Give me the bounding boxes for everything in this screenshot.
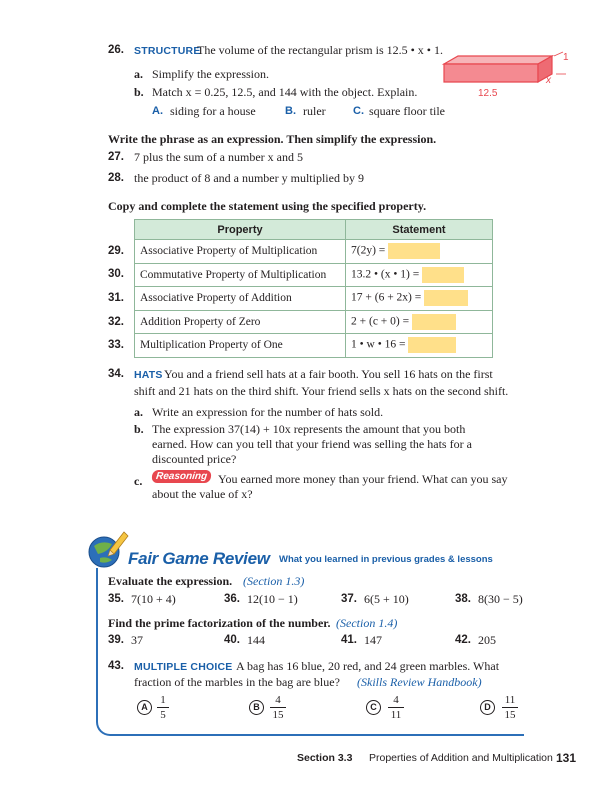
fair-game-title: Fair Game Review xyxy=(128,549,270,568)
statement-cell xyxy=(346,263,493,287)
part-label: b. xyxy=(134,85,144,99)
keyword-label: HATS xyxy=(134,369,163,381)
question-number: 26. xyxy=(108,44,124,56)
choice-b-button[interactable]: B xyxy=(249,700,264,715)
question-text: 37 xyxy=(131,633,143,647)
option-text: siding for a house xyxy=(170,104,256,118)
question-text: 147 xyxy=(364,633,382,647)
option-letter: C. xyxy=(353,105,364,117)
option-letter: A. xyxy=(152,105,163,117)
choice-d-fraction xyxy=(502,694,518,721)
property-table xyxy=(134,219,493,358)
answer-box[interactable] xyxy=(388,243,440,259)
answer-box[interactable] xyxy=(408,337,456,353)
footer-title: Properties of Addition and Multiplication xyxy=(369,752,553,764)
question-text: fraction of the marbles in the bag are blue? xyxy=(134,675,340,689)
question-text: 205 xyxy=(478,633,496,647)
keyword-label: STRUCTURE xyxy=(134,45,201,57)
choice-c-button[interactable]: C xyxy=(366,700,381,715)
answer-box[interactable] xyxy=(412,314,456,330)
choice-a-fraction xyxy=(157,694,169,721)
denominator: 5 xyxy=(160,709,166,721)
question-number: 34. xyxy=(108,368,124,380)
question-number: 31. xyxy=(108,292,124,304)
denominator: 15 xyxy=(272,709,284,721)
option-text: square floor tile xyxy=(369,104,445,118)
denominator: 15 xyxy=(504,709,516,721)
question-number: 41. xyxy=(341,634,357,646)
section-heading: Find the prime factorization of the number. xyxy=(108,616,331,630)
section-reference: (Skills Review Handbook) xyxy=(357,675,482,689)
property-cell: Addition Property of Zero xyxy=(135,310,346,334)
question-text: You and a friend sell hats at a fair booth. You sell 16 hats on the first xyxy=(164,367,493,381)
fraction-bar xyxy=(270,707,286,708)
table-header: Statement xyxy=(346,220,493,240)
question-text: 8(30 − 5) xyxy=(478,592,523,606)
keyword-label: MULTIPLE CHOICE xyxy=(134,661,233,673)
question-text: The volume of the rectangular prism is 12.5 • x • 1. xyxy=(197,43,444,57)
section-heading: Evaluate the expression. xyxy=(108,574,233,588)
fraction-bar xyxy=(388,707,404,708)
reasoning-badge: Reasoning xyxy=(151,470,211,483)
option-text: ruler xyxy=(303,104,326,118)
table-row xyxy=(135,287,493,311)
question-number: 29. xyxy=(108,245,124,257)
denominator: 11 xyxy=(390,709,402,721)
numerator: 11 xyxy=(504,694,516,706)
question-number: 35. xyxy=(108,593,124,605)
part-label: c. xyxy=(134,474,143,488)
answer-box[interactable] xyxy=(422,267,464,283)
question-text: 144 xyxy=(247,633,265,647)
fraction-bar xyxy=(502,707,518,708)
statement-text: 17 + (6 + 2x) = xyxy=(351,291,422,304)
table-row xyxy=(135,240,493,264)
fair-game-subtitle: What you learned in previous grades & lessons xyxy=(279,554,493,565)
question-number: 36. xyxy=(224,593,240,605)
question-text: 12(10 − 1) xyxy=(247,592,298,606)
question-number: 28. xyxy=(108,172,124,184)
property-cell: Commutative Property of Multiplication xyxy=(135,263,346,287)
question-number: 40. xyxy=(224,634,240,646)
part-text: The expression 37(14) + 10x represents the amount that you both xyxy=(152,422,466,436)
part-label: a. xyxy=(134,67,143,81)
section-heading: Write the phrase as an expression. Then simplify the expression. xyxy=(108,132,437,146)
page-number: 131 xyxy=(556,751,577,765)
numerator: 4 xyxy=(393,694,399,706)
statement-cell xyxy=(346,334,493,358)
part-text: earned. How can you tell that your friend was selling the hats for a xyxy=(152,437,472,451)
table-row xyxy=(135,334,493,358)
statement-cell xyxy=(346,310,493,334)
question-number: 27. xyxy=(108,151,124,163)
question-text: 7 plus the sum of a number x and 5 xyxy=(134,150,303,164)
prism-width-label: x xyxy=(546,75,551,86)
table-header: Property xyxy=(135,220,346,240)
choice-b-fraction xyxy=(270,694,286,721)
prism-length-label: 12.5 xyxy=(478,88,498,99)
section-reference: (Section 1.3) xyxy=(243,574,305,588)
question-number: 43. xyxy=(108,660,124,672)
table-row xyxy=(135,263,493,287)
section-heading: Copy and complete the statement using the specified property. xyxy=(108,199,427,213)
question-number: 37. xyxy=(341,593,357,605)
part-label: b. xyxy=(134,422,144,436)
part-text: Match x = 0.25, 12.5, and 144 with the object. Explain. xyxy=(152,85,418,99)
part-text: Write an expression for the number of hats sold. xyxy=(152,405,384,419)
part-label: a. xyxy=(134,405,143,419)
part-text: about the value of x? xyxy=(152,487,253,501)
property-cell: Multiplication Property of One xyxy=(135,334,346,358)
question-text: shift and 21 hats on the third shift. Your friend sells x hats on the second shift. xyxy=(134,384,509,398)
answer-box[interactable] xyxy=(424,290,468,306)
question-number: 38. xyxy=(455,593,471,605)
question-number: 32. xyxy=(108,316,124,328)
table-row xyxy=(135,310,493,334)
statement-cell xyxy=(346,240,493,264)
part-text: You earned more money than your friend. What can you say xyxy=(218,472,508,486)
numerator: 1 xyxy=(160,694,166,706)
question-number: 39. xyxy=(108,634,124,646)
question-text: 7(10 + 4) xyxy=(131,592,176,606)
statement-cell xyxy=(346,287,493,311)
numerator: 4 xyxy=(275,694,281,706)
question-text: A bag has 16 blue, 20 red, and 24 green marbles. What xyxy=(236,659,500,673)
pencil-globe-icon xyxy=(84,528,130,572)
property-cell: Associative Property of Addition xyxy=(135,287,346,311)
statement-text: 2 + (c + 0) = xyxy=(351,315,410,328)
part-text: discounted price? xyxy=(152,452,237,466)
question-text: the product of 8 and a number y multiplied by 9 xyxy=(134,171,364,185)
question-number: 30. xyxy=(108,268,124,280)
fraction-bar xyxy=(157,707,169,708)
part-text: Simplify the expression. xyxy=(152,67,269,81)
property-cell: Associative Property of Multiplication xyxy=(135,240,346,264)
section-reference: (Section 1.4) xyxy=(336,616,398,630)
statement-text: 13.2 • (x • 1) = xyxy=(351,268,420,281)
prism-height-label: 1 xyxy=(563,52,569,63)
choice-c-fraction xyxy=(388,694,404,721)
statement-text: 1 • w • 16 = xyxy=(351,338,406,351)
footer-section: Section 3.3 xyxy=(297,752,353,764)
option-letter: B. xyxy=(285,105,296,117)
statement-text: 7(2y) = xyxy=(351,244,386,257)
question-number: 33. xyxy=(108,339,124,351)
choice-d-button[interactable]: D xyxy=(480,700,495,715)
choice-a-button[interactable]: A xyxy=(137,700,152,715)
question-number: 42. xyxy=(455,634,471,646)
question-text: 6(5 + 10) xyxy=(364,592,409,606)
